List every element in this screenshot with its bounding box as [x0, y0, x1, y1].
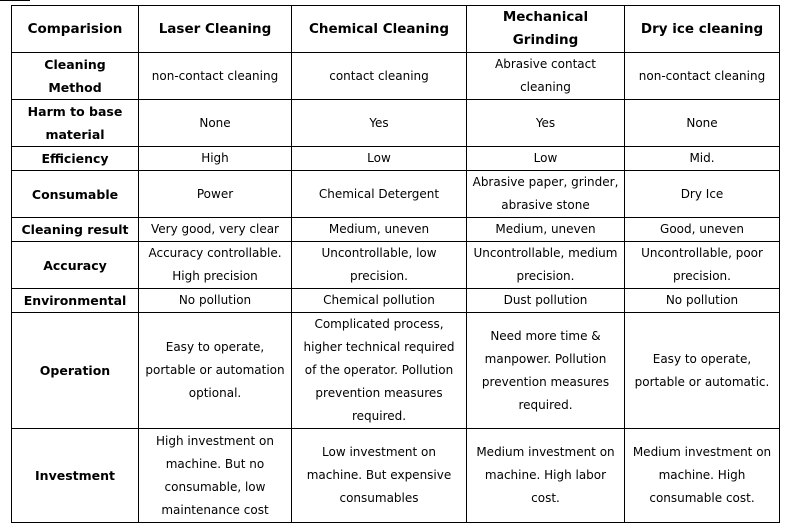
table-cell: None — [625, 100, 780, 147]
table-cell: No pollution — [139, 289, 292, 313]
row-label-accuracy: Accuracy — [12, 242, 139, 289]
table-cell: Low — [467, 147, 625, 171]
table-row — [12, 313, 780, 429]
table-row — [12, 242, 780, 289]
table-cell: Medium investment on machine. High labor cost. — [467, 429, 625, 523]
table-row — [12, 218, 780, 242]
table-row — [12, 53, 780, 100]
table-cell: High investment on machine. But no consumable, low maintenance cost — [139, 429, 292, 523]
header-laser-cleaning: Laser Cleaning — [139, 6, 292, 53]
header-dry-ice-cleaning: Dry ice cleaning — [625, 6, 780, 53]
table-cell: Abrasive contact cleaning — [467, 53, 625, 100]
table-cell: Dry Ice — [625, 171, 780, 218]
table-cell: Medium, uneven — [292, 218, 467, 242]
table-row — [12, 171, 780, 218]
table-cell: Low investment on machine. But expensive consumables — [292, 429, 467, 523]
row-label-investment: Investment — [12, 429, 139, 523]
table-cell: Easy to operate, portable or automation optional. — [139, 313, 292, 429]
table-cell: Complicated process, higher technical required of the operator. Pollution prevention measures required. — [292, 313, 467, 429]
table-cell: Low — [292, 147, 467, 171]
table-cell: High — [139, 147, 292, 171]
table-cell: Easy to operate, portable or automatic. — [625, 313, 780, 429]
table-cell: Very good, very clear — [139, 218, 292, 242]
row-label-environmental: Environmental — [12, 289, 139, 313]
table-cell: Uncontrollable, medium precision. — [467, 242, 625, 289]
table-cell: Medium, uneven — [467, 218, 625, 242]
table-cell: Chemical Detergent — [292, 171, 467, 218]
table-cell: Medium investment on machine. High consumable cost. — [625, 429, 780, 523]
table-row — [12, 429, 780, 523]
table-cell: Dust pollution — [467, 289, 625, 313]
table-row — [12, 100, 780, 147]
table-cell: Chemical pollution — [292, 289, 467, 313]
table-row — [12, 289, 780, 313]
table-cell: Yes — [467, 100, 625, 147]
table-cell: Need more time & manpower. Pollution prevention measures required. — [467, 313, 625, 429]
row-label-consumable: Consumable — [12, 171, 139, 218]
row-label-efficiency: Efficiency — [12, 147, 139, 171]
row-label-cleaning-method: Cleaning Method — [12, 53, 139, 100]
header-chemical-cleaning: Chemical Cleaning — [292, 6, 467, 53]
table-cell: No pollution — [625, 289, 780, 313]
table-cell: non-contact cleaning — [139, 53, 292, 100]
row-label-cleaning-result: Cleaning result — [12, 218, 139, 242]
table-cell: contact cleaning — [292, 53, 467, 100]
table-cell: Uncontrollable, poor precision. — [625, 242, 780, 289]
header-row — [12, 6, 780, 53]
table-cell: Good, uneven — [625, 218, 780, 242]
table-cell: Abrasive paper, grinder, abrasive stone — [467, 171, 625, 218]
table-cell: Yes — [292, 100, 467, 147]
header-comparision: Comparision — [12, 6, 139, 53]
table-cell: Uncontrollable, low precision. — [292, 242, 467, 289]
table-cell: Accuracy controllable. High precision — [139, 242, 292, 289]
table-row — [12, 147, 780, 171]
table-cell: Power — [139, 171, 292, 218]
cleaning-comparison-table — [11, 5, 780, 523]
table-cell: non-contact cleaning — [625, 53, 780, 100]
row-label-harm-to-base-material: Harm to base material — [12, 100, 139, 147]
header-mechanical-grinding: Mechanical Grinding — [467, 6, 625, 53]
table-cell: Mid. — [625, 147, 780, 171]
table-cell: None — [139, 100, 292, 147]
row-label-operation: Operation — [12, 313, 139, 429]
